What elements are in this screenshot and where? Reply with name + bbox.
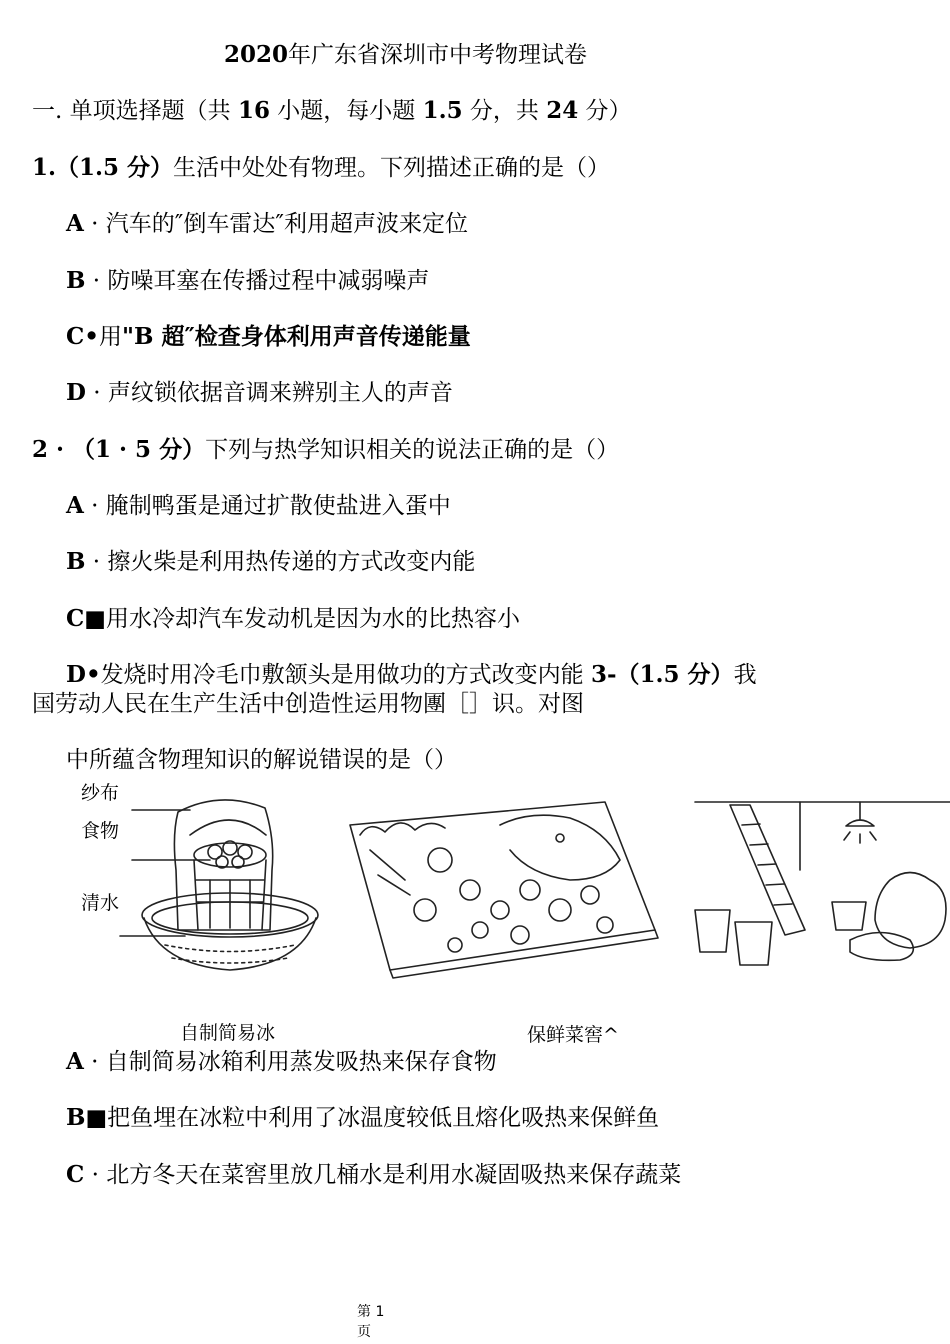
- caption-vegetable-cellar: 保鲜菜窖^: [527, 1024, 619, 1046]
- question-score: （1.5 分）: [56, 154, 174, 181]
- q2-option-d-and-q3-start: D•发烧时用冷毛巾敷颔头是用做功的方式改变内能 3-（1.5 分）我: [66, 661, 757, 688]
- label-gauze: 纱布: [81, 782, 120, 804]
- title-year: 2020: [224, 41, 289, 68]
- section-heading: 一. 单项选择题（共 16 小题，每小题 1.5 分，共 24 分）: [32, 97, 632, 124]
- q3-figure-drawing: [60, 780, 950, 1050]
- q2-option-a: A · 腌制鸭蛋是通过扩散使盐进入蛋中: [66, 492, 451, 519]
- q3-option-c: C · 北方冬天在菜窖里放几桶水是利用水凝固吸热来保存蔬菜: [66, 1161, 682, 1188]
- caption-simple-fridge: 自制简易冰: [180, 1022, 276, 1044]
- title-text: 年广东省深圳市中考物理试卷: [288, 42, 588, 68]
- question-1-stem: 1.（1.5 分）生活中处处有物理。下列描述正确的是（）: [32, 154, 611, 181]
- page-title: [224, 40, 587, 70]
- question-3-stem-line3: 中所蕴含物理知识的解说错误的是（）: [66, 747, 457, 773]
- q1-option-c: C•用"B 超″检查身体利用声音传递能量: [66, 323, 471, 350]
- question-number: 1.: [32, 154, 57, 181]
- label-food: 食物: [81, 820, 120, 842]
- q2-option-c: C■用水冷却汽车发动机是因为水的比热容小: [66, 605, 521, 632]
- q3-option-b: B■把鱼埋在冰粒中利用了冰温度较低且熔化吸热来保鲜鱼: [66, 1104, 660, 1131]
- page-number: 第 1 页: [357, 1304, 385, 1340]
- question-2-stem: 2 · （1 · 5 分）下列与热学知识相关的说法正确的是（）: [32, 436, 620, 463]
- q3-figure: [60, 780, 950, 1050]
- question-score: （1 · 5 分）: [72, 436, 206, 463]
- fish-in-ice-drawing: [350, 802, 658, 978]
- question-number: 2 ·: [32, 436, 73, 463]
- label-water: 清水: [81, 892, 120, 914]
- question-number: 3-: [590, 661, 617, 688]
- simple-fridge-drawing: [120, 800, 318, 970]
- question-3-stem-line2: 国劳动人民在生产生活中创造性运用物團［］识。对图: [32, 691, 584, 717]
- q1-option-a: A · 汽车的″倒车雷达″利用超声波来定位: [66, 210, 468, 237]
- q3-option-a: A · 自制简易冰箱利用蒸发吸热来保存食物: [66, 1048, 497, 1075]
- question-score: （1.5 分）: [616, 661, 734, 688]
- vegetable-cellar-drawing: [695, 802, 950, 965]
- q1-option-d: D · 声纹锁依据音调来辨别主人的声音: [66, 379, 453, 406]
- q2-option-b: B · 擦火柴是利用热传递的方式改变内能: [66, 548, 476, 575]
- q1-option-b: B · 防噪耳塞在传播过程中减弱噪声: [66, 267, 430, 294]
